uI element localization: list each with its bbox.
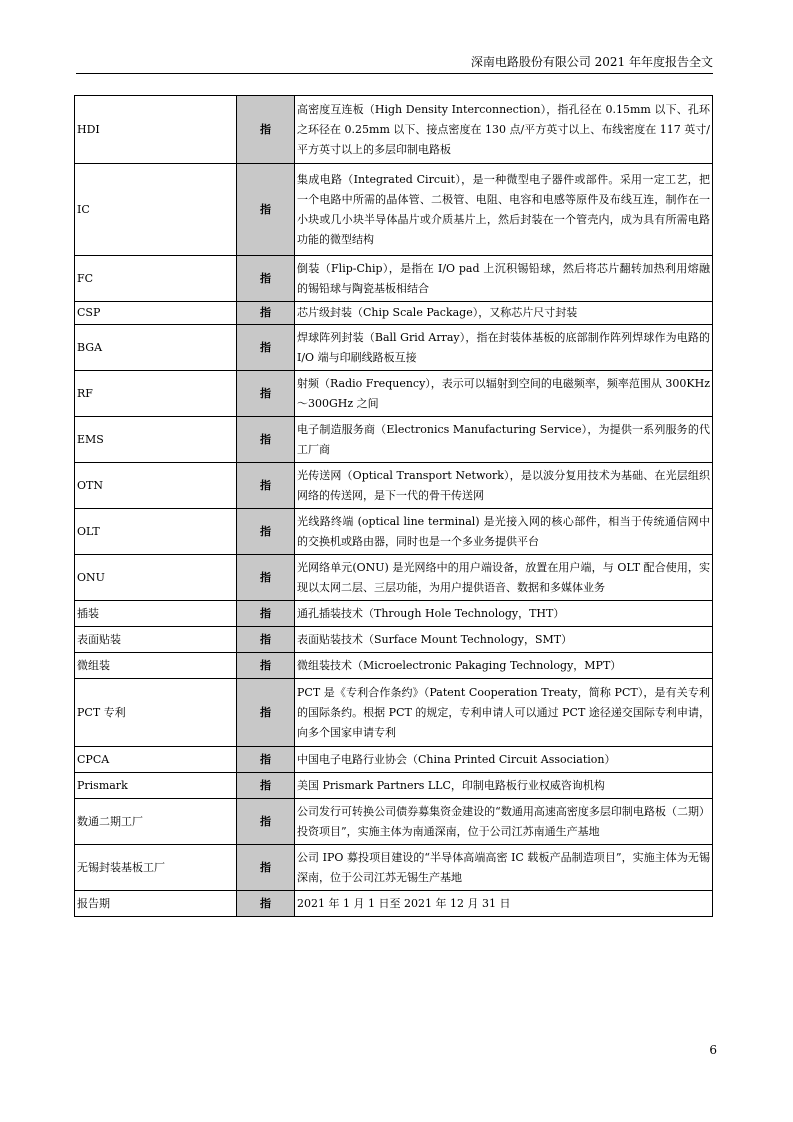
definition-cell: 集成电路（Integrated Circuit），是一种微型电子器件或部件。采用一定工艺，把一个电路中所需的晶体管、二极管、电阻、电容和电感等原件及布线互连，制作在一小块或几小块半导体晶片或介质基片上，然后封装在一个管壳内，成为具有所需电路功能的微型结构 [295, 164, 713, 256]
indicator-cell: 指 [237, 325, 295, 371]
table-row [75, 679, 713, 747]
table-row [75, 371, 713, 417]
indicator-cell: 指 [237, 302, 295, 325]
indicator-cell: 指 [237, 96, 295, 164]
definition-cell: 美国 Prismark Partners LLC，印制电路板行业权威咨询机构 [295, 773, 713, 799]
definition-cell: 电子制造服务商（Electronics Manufacturing Service），为提供一系列服务的代工厂商 [295, 417, 713, 463]
term-cell: CPCA [75, 747, 237, 773]
indicator-cell: 指 [237, 747, 295, 773]
table-row [75, 463, 713, 509]
definition-cell: 倒装（Flip-Chip），是指在 I/O pad 上沉积锡铅球，然后将芯片翻转加热利用熔融的锡铅球与陶瓷基板相结合 [295, 256, 713, 302]
term-cell: FC [75, 256, 237, 302]
table-row [75, 773, 713, 799]
table-row [75, 302, 713, 325]
definition-cell: 公司发行可转换公司债券募集资金建设的“数通用高速高密度多层印制电路板（二期）投资项目”，实施主体为南通深南，位于公司江苏南通生产基地 [295, 799, 713, 845]
term-cell: HDI [75, 96, 237, 164]
definition-cell: 焊球阵列封装（Ball Grid Array），指在封装体基板的底部制作阵列焊球作为电路的 I/O 端与印刷线路板互接 [295, 325, 713, 371]
definition-cell: 通孔插装技术（Through Hole Technology，THT） [295, 601, 713, 627]
header-title: 深南电路股份有限公司 2021 年年度报告全文 [470, 55, 713, 69]
table-row [75, 555, 713, 601]
indicator-cell: 指 [237, 891, 295, 917]
table-row [75, 891, 713, 917]
glossary-table [74, 95, 713, 917]
definition-cell: 公司 IPO 募投项目建设的“半导体高端高密 IC 载板产品制造项目”，实施主体为无锡深南，位于公司江苏无锡生产基地 [295, 845, 713, 891]
term-cell: 表面贴装 [75, 627, 237, 653]
term-cell: 数通二期工厂 [75, 799, 237, 845]
indicator-cell: 指 [237, 509, 295, 555]
table-row [75, 601, 713, 627]
definition-cell: PCT 是《专利合作条约》（Patent Cooperation Treaty，简称 PCT），是有关专利的国际条约。根据 PCT 的规定，专利申请人可以通过 PCT 途径递交国际专利申请，向多个国家申请专利 [295, 679, 713, 747]
definition-cell: 2021 年 1 月 1 日至 2021 年 12 月 31 日 [295, 891, 713, 917]
definition-cell: 微组装技术（Microelectronic Pakaging Technology，MPT） [295, 653, 713, 679]
indicator-cell: 指 [237, 417, 295, 463]
page-header [76, 52, 713, 74]
indicator-cell: 指 [237, 371, 295, 417]
term-cell: 插装 [75, 601, 237, 627]
table-row [75, 653, 713, 679]
table-row [75, 845, 713, 891]
term-cell: RF [75, 371, 237, 417]
definition-cell: 射频（Radio Frequency），表示可以辐射到空间的电磁频率，频率范围从 300KHz～300GHz 之间 [295, 371, 713, 417]
definition-cell: 高密度互连板（High Density Interconnection），指孔径在 0.15mm 以下、孔环之环径在 0.25mm 以下、接点密度在 130 点/平方英寸以上、布线密度在 117 英寸/平方英寸以上的多层印制电路板 [295, 96, 713, 164]
term-cell: OLT [75, 509, 237, 555]
indicator-cell: 指 [237, 653, 295, 679]
definition-cell: 中国电子电路行业协会（China Printed Circuit Association） [295, 747, 713, 773]
table-row [75, 799, 713, 845]
table-row [75, 96, 713, 164]
term-cell: PCT 专利 [75, 679, 237, 747]
term-cell: IC [75, 164, 237, 256]
term-cell: Prismark [75, 773, 237, 799]
term-cell: 微组装 [75, 653, 237, 679]
indicator-cell: 指 [237, 627, 295, 653]
indicator-cell: 指 [237, 773, 295, 799]
indicator-cell: 指 [237, 164, 295, 256]
indicator-cell: 指 [237, 555, 295, 601]
term-cell: ONU [75, 555, 237, 601]
indicator-cell: 指 [237, 463, 295, 509]
indicator-cell: 指 [237, 679, 295, 747]
table-row [75, 325, 713, 371]
term-cell: EMS [75, 417, 237, 463]
indicator-cell: 指 [237, 256, 295, 302]
definition-cell: 光传送网（Optical Transport Network），是以波分复用技术为基础、在光层组织网络的传送网，是下一代的骨干传送网 [295, 463, 713, 509]
indicator-cell: 指 [237, 601, 295, 627]
indicator-cell: 指 [237, 845, 295, 891]
table-row [75, 509, 713, 555]
term-cell: CSP [75, 302, 237, 325]
table-row [75, 747, 713, 773]
indicator-cell: 指 [237, 799, 295, 845]
table-row [75, 417, 713, 463]
definition-cell: 光线路终端 (optical line terminal) 是光接入网的核心部件，相当于传统通信网中的交换机或路由器，同时也是一个多业务提供平台 [295, 509, 713, 555]
glossary-body [75, 96, 713, 917]
page-number: 6 [709, 1043, 717, 1057]
definition-cell: 芯片级封装（Chip Scale Package），又称芯片尺寸封装 [295, 302, 713, 325]
term-cell: 报告期 [75, 891, 237, 917]
table-row [75, 627, 713, 653]
term-cell: BGA [75, 325, 237, 371]
term-cell: 无锡封装基板工厂 [75, 845, 237, 891]
definition-cell: 表面贴装技术（Surface Mount Technology，SMT） [295, 627, 713, 653]
term-cell: OTN [75, 463, 237, 509]
table-row [75, 164, 713, 256]
table-row [75, 256, 713, 302]
definition-cell: 光网络单元(ONU) 是光网络中的用户端设备，放置在用户端，与 OLT 配合使用，实现以太网二层、三层功能，为用户提供语音、数据和多媒体业务 [295, 555, 713, 601]
